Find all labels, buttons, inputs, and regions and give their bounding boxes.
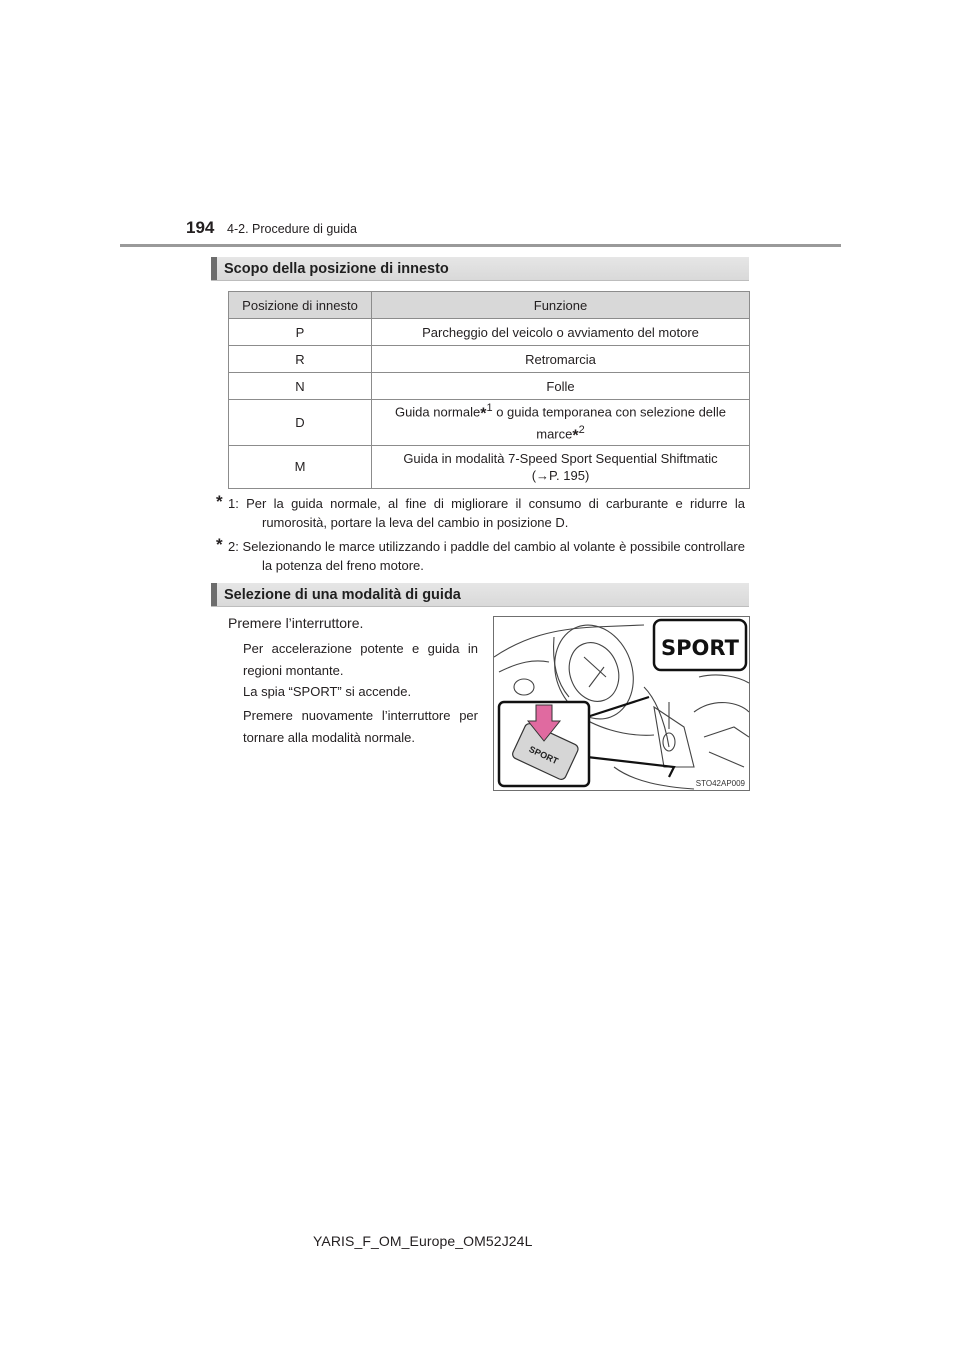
cell-position: M [229,445,372,488]
function-text: marce [536,426,573,442]
page-reference: (→P. 195) [531,467,590,483]
footnote-label: 2: [228,539,239,554]
section-heading: 4-2. Procedure di guida [227,222,357,236]
cell-position: D [229,400,372,446]
footnote-asterisk: * [572,427,579,445]
cell-position: N [229,373,372,400]
column-header-function: Funzione [372,292,750,319]
footnote-1 [216,492,745,532]
footnote-asterisk: * [216,492,223,511]
shift-position-table [228,291,750,489]
table-row [229,445,750,488]
footnote-ref: 2 [578,424,585,437]
page-number: 194 [186,218,215,237]
header-divider [120,244,841,247]
footnote-ref: 1 [486,402,493,414]
cell-function: Folle [372,373,750,400]
section-title-bar [211,257,749,281]
footnote-label: 1: [228,496,239,511]
instruction-step: Premere l’interruttore. [228,615,364,631]
table-row [229,319,750,346]
cell-position: R [229,346,372,373]
detail-text: La spia “SPORT” si accende. [243,684,412,699]
cell-function [372,400,750,446]
detail-text: Per accelerazione potente e guida in regioni montante. [243,641,478,678]
function-text: o guida temporanea con selezione delle [492,404,727,420]
table-header-row [229,292,750,319]
table-row [229,400,750,446]
section-title: Scopo della posizione di innesto [224,261,449,277]
function-text: Guida normale [394,404,481,420]
footnote-text: Per la guida normale, al fine di migliorare il consumo di carburante e ridurre la rumorosità, portare la leva del cambio in posizione D. [246,496,745,530]
indicator-label: SPORT [661,636,739,660]
footnote-2 [216,535,745,575]
cell-function: Parcheggio del veicolo o avviamento del motore [372,319,750,346]
table-row [229,346,750,373]
document-id: YARIS_F_OM_Europe_OM52J24L [313,1233,533,1249]
column-header-position: Posizione di innesto [229,292,372,319]
sport-switch-illustration [493,616,750,791]
footnote-asterisk: * [480,405,487,423]
section-accent [211,583,217,606]
section-title: Selezione di una modalità di guida [224,587,461,603]
button-label: SPORT [527,744,560,767]
dashboard-drawing [494,617,749,790]
function-text: Guida in modalità 7-Speed Sport Sequential Shiftmatic [403,450,718,466]
table-row [229,373,750,400]
detail-text: Premere nuovamente l’interruttore per tornare alla modalità normale. [243,708,478,745]
footnote-text: Selezionando le marce utilizzando i paddle del cambio al volante è possibile controllare la potenza del freno motore. [242,539,745,573]
footnote-asterisk: * [216,535,223,554]
figure-code: STO42AP009 [695,779,745,788]
cell-function: Retromarcia [372,346,750,373]
cell-position: P [229,319,372,346]
section-title-bar [211,583,749,607]
cell-function [372,445,750,488]
section-accent [211,257,217,280]
